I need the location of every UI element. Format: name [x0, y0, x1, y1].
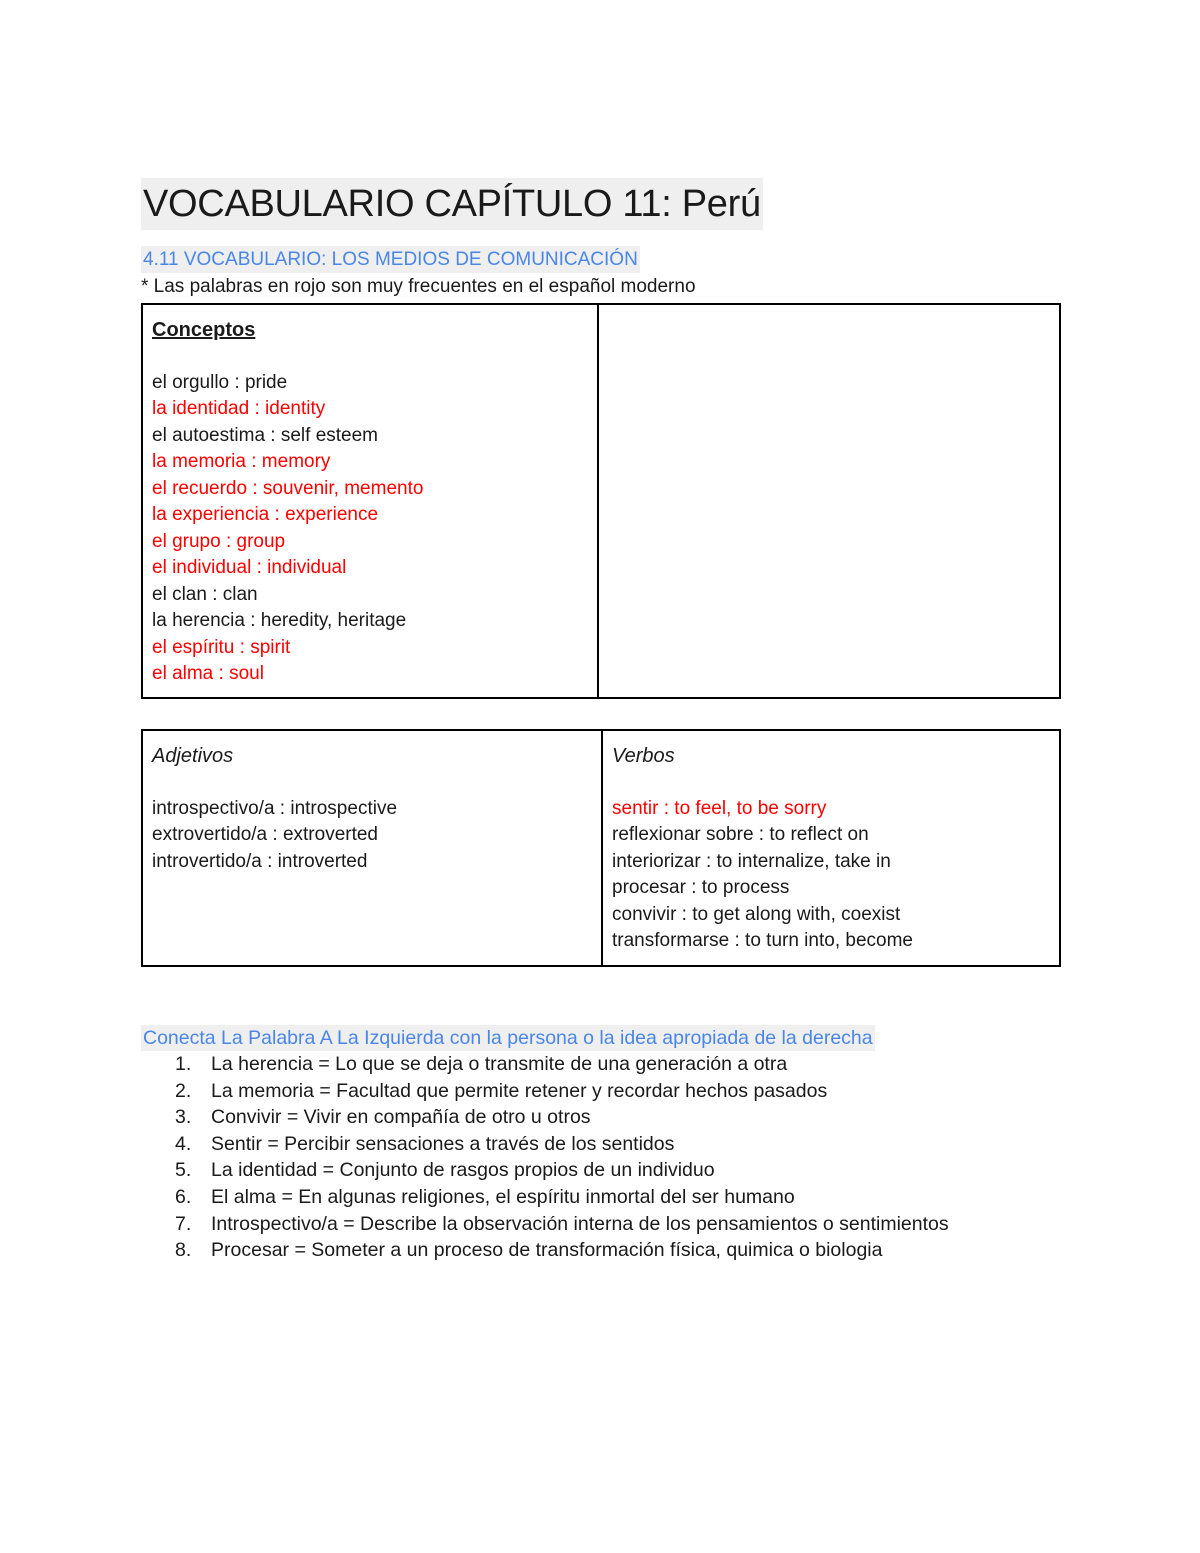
vocab-entry: el individual : individual — [152, 557, 347, 578]
definition-text: La herencia = Lo que se deja o transmite de una generación a otra — [211, 1053, 788, 1075]
page-title: VOCABULARIO CAPÍTULO 11: Perú — [141, 178, 763, 230]
vocab-entry: el grupo : group — [152, 530, 286, 552]
vocab-entry: introvertido/a : introverted — [152, 850, 368, 872]
adjetivos-cell — [142, 730, 602, 966]
adjetivos-list — [152, 796, 593, 876]
conceptos-cell — [142, 304, 598, 698]
vocab-entry: transformarse : to turn into, become — [612, 930, 913, 951]
definition-item — [141, 1104, 1061, 1131]
vocab-entry: la herencia : heredity, heritage — [152, 610, 407, 631]
definition-number: 1. — [175, 1053, 192, 1075]
vocab-entry: interiorizar : to internalize, take in — [612, 850, 891, 872]
empty-cell — [598, 304, 1060, 698]
definition-number: 8. — [175, 1239, 192, 1262]
definition-text: La identidad = Conjunto de rasgos propios de un individuo — [211, 1159, 715, 1182]
verbos-heading: Verbos — [612, 745, 675, 767]
vocab-entry: el autoestima : self esteem — [152, 424, 378, 446]
vocab-entry: la identidad : identity — [152, 398, 326, 419]
definitions-list — [141, 1051, 1061, 1264]
conceptos-table — [141, 303, 1061, 699]
vocab-entry: el recuerdo : souvenir, memento — [152, 477, 424, 499]
definition-item — [141, 1184, 1061, 1211]
vocab-entry: sentir : to feel, to be sorry — [612, 797, 827, 819]
vocab-entry: reflexionar sobre : to reflect on — [612, 824, 869, 845]
vocab-entry: el alma : soul — [152, 663, 264, 684]
definition-item — [141, 1051, 1061, 1078]
verbos-cell — [602, 730, 1060, 966]
section-subtitle: 4.11 VOCABULARIO: LOS MEDIOS DE COMUNICACIÓN — [141, 246, 640, 273]
definition-item — [141, 1157, 1061, 1184]
vocab-entry: extrovertido/a : extroverted — [152, 824, 378, 845]
definition-number: 5. — [175, 1159, 192, 1182]
definition-item — [141, 1237, 1061, 1264]
definition-text: El alma = En algunas religiones, el espíritu inmortal del ser humano — [211, 1185, 795, 1208]
connect-heading: Conecta La Palabra A La Izquierda con la persona o la idea apropiada de la derecha — [143, 1027, 873, 1049]
definition-number: 3. — [175, 1106, 192, 1129]
definition-number: 6. — [175, 1185, 192, 1208]
definition-number: 2. — [175, 1079, 192, 1102]
definition-item — [141, 1078, 1061, 1105]
conceptos-heading: Conceptos — [152, 319, 256, 341]
vocab-entry: convivir : to get along with, coexist — [612, 903, 901, 925]
adjetivos-heading: Adjetivos — [152, 745, 234, 767]
vocab-entry: el espíritu : spirit — [152, 636, 291, 658]
definition-text: Convivir = Vivir en compañía de otro u otros — [211, 1106, 591, 1129]
definition-text: La memoria = Facultad que permite retener y recordar hechos pasados — [211, 1079, 828, 1102]
vocab-entry: introspectivo/a : introspective — [152, 797, 398, 819]
vocab-entry: la memoria : memory — [152, 451, 331, 472]
adjetivos-verbos-table — [141, 729, 1061, 967]
definition-text: Sentir = Percibir sensaciones a través de los sentidos — [211, 1132, 675, 1155]
vocab-entry: la experiencia : experience — [152, 504, 379, 525]
definition-text: Introspectivo/a = Describe la observación interna de los pensamientos o sentimientos — [211, 1212, 949, 1235]
verbos-list — [612, 796, 1051, 955]
definition-item — [141, 1211, 1061, 1238]
vocab-entry: el clan : clan — [152, 583, 258, 605]
definition-number: 7. — [175, 1212, 192, 1235]
red-words-note: * Las palabras en rojo son muy frecuentes en el español moderno — [141, 276, 696, 297]
definition-item — [141, 1131, 1061, 1158]
definition-number: 4. — [175, 1132, 192, 1155]
vocab-entry: el orgullo : pride — [152, 371, 288, 393]
vocab-entry: procesar : to process — [612, 877, 790, 898]
conceptos-list — [152, 370, 589, 688]
document-page — [141, 178, 1061, 1264]
definition-text: Procesar = Someter a un proceso de transformación física, quimica o biologia — [211, 1239, 883, 1262]
